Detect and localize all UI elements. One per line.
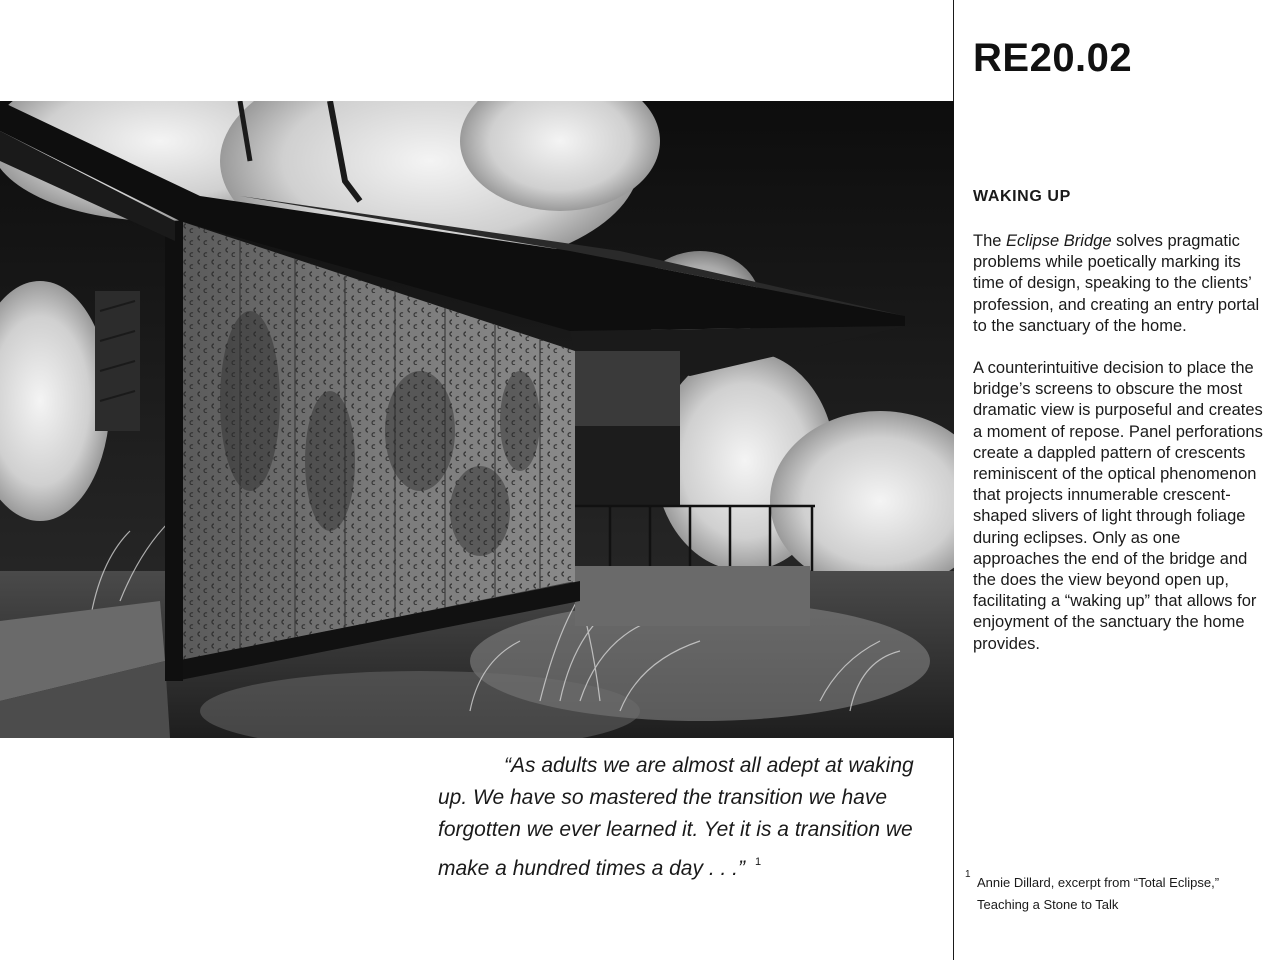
body-text [973, 231, 1263, 676]
bridge-illustration [0, 101, 954, 738]
body-paragraph-1 [973, 231, 1263, 337]
footnote-mark: 1 [965, 869, 971, 880]
body-paragraph-1-title: Eclipse Bridge [1006, 232, 1112, 250]
pull-quote [438, 750, 928, 885]
body-paragraph-2: A counterintuitive decision to place the bridge’s screens to obscure the most dramatic view is purposeful and creates a moment of repose. Panel perforations create a dappled pattern of crescents reminiscent of the optical phenomenon that projects innumerable crescent-shaped slivers of light through foliage during eclipses. Only as one approaches the end of the bridge and the does the view beyond open up, facilitating a “waking up” that allows for enjoyment of the sanctuary the home provides. [973, 359, 1263, 653]
pull-quote-text: “As adults we are almost all adept at waking up. We have so mastered the transition we have forgotten we ever learned it. Yet it is a transition we make a hundred times a day . . .” [438, 754, 914, 880]
body-paragraph-1-rest: solves pragmatic problems while poetically marking its time of design, speaking to the clients’ profession, and creating an entry portal to the sanctuary of the home. [973, 232, 1260, 335]
section-heading: WAKING UP [973, 188, 1071, 205]
pull-quote-footnote-ref: 1 [754, 856, 762, 868]
footnote-line-1: Annie Dillard, excerpt from “Total Eclipse,” [977, 875, 1220, 890]
body-paragraph-1-lead: The [973, 232, 1007, 250]
footnote-line-2: Teaching a Stone to Talk [977, 897, 1119, 912]
house-bridge-photo [0, 101, 954, 738]
page-code: RE20.02 [973, 36, 1133, 80]
footnote [965, 866, 1265, 916]
